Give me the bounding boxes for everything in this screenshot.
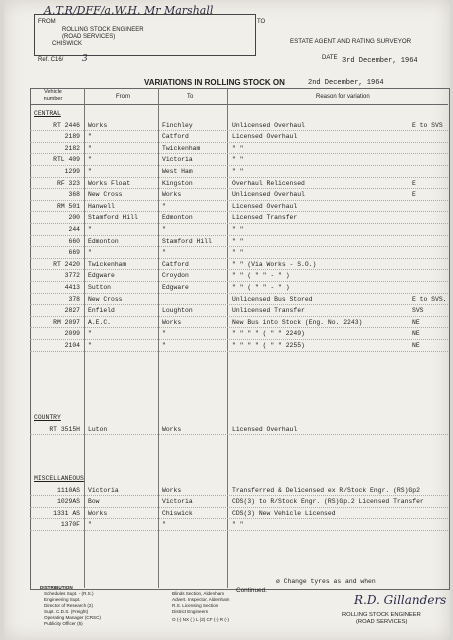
cell-to: Works [162,318,182,326]
cell-from: " [88,133,92,141]
row-rule [30,130,448,131]
ref-label: Ref. C16/ [38,57,64,63]
date-label: DATE [322,55,338,61]
cell-reason: " " (Via Works - S.O.) [232,260,317,268]
signoff-line-1: ROLLING STOCK ENGINEER [342,612,421,618]
cell-reason: " " ( " " - " ) [232,272,290,280]
distribution-right-5: O (-) NX ( ) L (3) CF (-) R (-) [172,617,229,622]
cell-vehicle: 1110AS [56,486,80,494]
cell-reason: " " [232,521,244,529]
row-rule [30,165,448,166]
cell-reason: " " [232,249,244,257]
row-rule [30,316,448,317]
title-date: 2nd December, 1964 [308,79,384,87]
cell-from: " [88,330,92,338]
distribution-right-4: District Engineers [172,609,208,614]
cell-vehicle: 378 [68,295,80,303]
cell-to: Stamford Hill [162,237,212,245]
cell-from: Works [88,121,108,129]
row-rule [30,258,448,259]
row-rule [30,200,448,201]
cell-from: New Cross [88,191,123,199]
cell-to: Works [162,486,182,494]
cell-vehicle: RT 3515H [49,425,80,433]
cell-vehicle: RT 2420 [53,260,80,268]
cell-reason: " " [232,237,244,245]
distribution-right-3: R.S. Licensing Section [172,603,219,608]
cell-vehicle: 2827 [64,307,80,315]
cell-from: " [88,144,92,152]
footnote: ø Change tyres as and when [276,578,376,585]
signature: R.D. Gillanders [354,593,447,607]
cell-to: " [162,226,166,233]
from-line-2: (ROAD SERVICES) [62,34,116,40]
cell-to: Catford [162,260,189,268]
cell-from: Sutton [88,284,112,291]
row-rule [30,269,448,270]
cell-reason: Licensed Transfer [232,214,298,222]
cell-to: Chiswick [162,509,193,517]
row-rule [30,339,448,340]
cell-to: Catford [162,133,189,141]
cell-reason: New Bus into Stock (Eng. No. 2243) [232,318,363,326]
cell-vehicle: 2182 [64,144,80,152]
distribution-heading: DISTRIBUTION [40,585,73,590]
cell-reason: " " " " ( " " 2255) [232,342,305,349]
to-value: ESTATE AGENT AND RATING SURVEYOR [290,38,412,45]
to-label: TO [257,19,266,25]
cell-from: Stamford Hill [88,214,138,222]
cell-note: NE [412,342,420,349]
cell-from: Works [88,509,108,517]
cell-from: Bow [88,498,100,506]
continued-label: Continued. [236,587,267,594]
cell-from: Edgware [88,272,115,280]
cell-vehicle: RTL 409 [53,156,80,164]
cell-to: Victoria [162,156,193,164]
document-page [4,0,450,640]
cell-vehicle: 3772 [64,272,80,280]
cell-to: " [162,330,166,338]
cell-reason: " " [232,226,244,233]
cell-vehicle: 200 [68,214,80,222]
row-rule [30,434,448,435]
cell-reason: Unlicensed Transfer [232,307,305,315]
row-rule [30,142,448,143]
cell-vehicle: 2104 [64,342,80,349]
column-header-from: From [116,94,130,100]
cell-reason: " " " " ( " " 2249) [232,330,305,338]
cell-vehicle: 1370F [60,521,80,529]
cell-to: Edmonton [162,214,193,222]
cell-to: Works [162,191,182,199]
row-rule [30,246,448,247]
cell-vehicle: RT 2446 [53,121,80,129]
cell-to: Works [162,425,182,433]
cell-to: " [162,521,166,529]
row-rule [30,530,448,531]
cell-from: Edmonton [88,237,119,245]
cell-reason: Unlicensed Overhaul [232,191,305,199]
section-heading: MISCELLANEOUS [34,475,84,482]
column-header-vehicle: Vehicle number [43,89,63,102]
cell-vehicle: 2099 [64,330,80,338]
cell-reason: Transferred & Delicensed ex R/Stock Engr. (RS)Gp2 [232,486,420,494]
cell-vehicle: 660 [68,237,80,245]
cell-vehicle: 1029AS [56,498,80,506]
row-rule [30,211,448,212]
cell-to: West Ham [162,168,193,175]
cell-reason: " " ( " " - " ) [232,284,290,291]
row-rule [30,235,448,236]
cell-to: Kingston [162,179,193,187]
row-rule [30,153,448,154]
from-label: FROM [38,19,56,25]
from-line-3: CHISWICK [52,41,82,47]
row-rule [30,188,448,189]
cell-from: " [88,168,92,175]
cell-from: Works Float [88,179,131,187]
cell-from: " [88,226,92,233]
cell-vehicle: RM 2097 [53,318,80,326]
distribution-right-2: Advert. Inspector, Aldenham [172,597,230,602]
cell-to: Finchley [162,121,193,129]
distribution-left-2: Engineering Supt. [44,597,81,602]
cell-note: E [412,179,416,187]
row-rule [30,223,448,224]
cell-reason: CDS(3) to R/Stock Engr. (RS)Gp.2 Licensed Transfer [232,498,424,506]
cell-from: Enfield [88,307,115,315]
cell-to: " [162,342,166,349]
cell-note: SVS [412,307,424,315]
date-value: 3rd December, 1964 [342,57,418,65]
row-rule [30,507,448,508]
cell-from: Hanwell [88,202,115,210]
cell-reason: Licensed Overhaul [232,202,298,210]
cell-reason: CDS(3) New Vehicle Licensed [232,509,336,517]
cell-note: NE [412,318,420,326]
cell-reason: Unlicensed Overhaul [232,121,305,129]
cell-vehicle: 2189 [64,133,80,141]
cell-to: Edgware [162,284,189,291]
row-rule [30,327,448,328]
cell-reason: " " [232,168,244,175]
cell-note: E to SVS. [412,295,447,303]
cell-from: Twickenham [88,260,127,268]
row-rule [30,495,448,496]
cell-from: " [88,156,92,164]
cell-from: " [88,521,92,529]
cell-note: E [412,191,416,199]
cell-to: Loughton [162,307,193,315]
cell-to: Twickenham [162,144,201,152]
signoff-line-2: (ROAD SERVICES) [356,619,408,625]
cell-note: E to SVS [412,121,443,129]
cell-to: Victoria [162,498,193,506]
row-rule [30,177,448,178]
distribution-right-1: Blinds Section, Aldenham [172,591,225,596]
cell-from: Victoria [88,486,119,494]
cell-from: A.E.C. [88,318,112,326]
cell-to: " [162,202,166,210]
cell-to: " [162,249,166,257]
from-line-1: ROLLING STOCK ENGINEER [62,27,144,33]
row-rule [30,281,448,282]
column-header-reason: Reason for variation [316,94,370,100]
distribution-left-4: Supt. C.D.S. (Freight) [44,609,89,614]
distribution-left-5: Operating Manager (CRSC) [44,615,101,620]
section-heading: CENTRAL [34,110,61,117]
cell-vehicle: 244 [68,226,80,233]
row-rule [30,304,448,305]
distribution-left-1: Schedules Supt. - (R.S.) [44,591,94,596]
cell-vehicle: 669 [68,249,80,257]
cell-from: " [88,249,92,257]
cell-from: New Cross [88,295,123,303]
cell-reason: Licensed Overhaul [232,425,298,433]
cell-reason: Overhaul Relicensed [232,179,305,187]
cell-note: NE [412,330,420,338]
ref-value: 3 [82,54,88,64]
cell-vehicle: 4413 [64,284,80,291]
cell-vehicle: RM 501 [56,202,80,210]
distribution-left-6: Publicity Officer (5) [44,621,83,626]
cell-reason: " " [232,144,244,152]
row-rule [30,518,448,519]
cell-to: Croydon [162,272,189,280]
cell-reason: Unlicensed Bus Stored [232,295,313,303]
handwritten-header: A.T.R/DFF/a.W.H. Mr Marshall [44,4,214,17]
cell-vehicle: RF 323 [56,179,80,187]
cell-from: Luton [88,425,108,433]
row-rule [30,351,448,352]
cell-vehicle: 368 [68,191,80,199]
cell-reason: " " [232,156,244,164]
cell-from: " [88,342,92,349]
cell-vehicle: 1299 [64,168,80,175]
cell-reason: Licensed Overhaul [232,133,298,141]
section-heading: COUNTRY [34,414,61,421]
page-title: VARIATIONS IN ROLLING STOCK ON [144,78,285,87]
distribution-left-3: Director of Research (2) [44,603,94,608]
cell-vehicle: 1331 AS [53,509,80,517]
column-header-to: To [187,94,194,100]
row-rule [30,293,448,294]
